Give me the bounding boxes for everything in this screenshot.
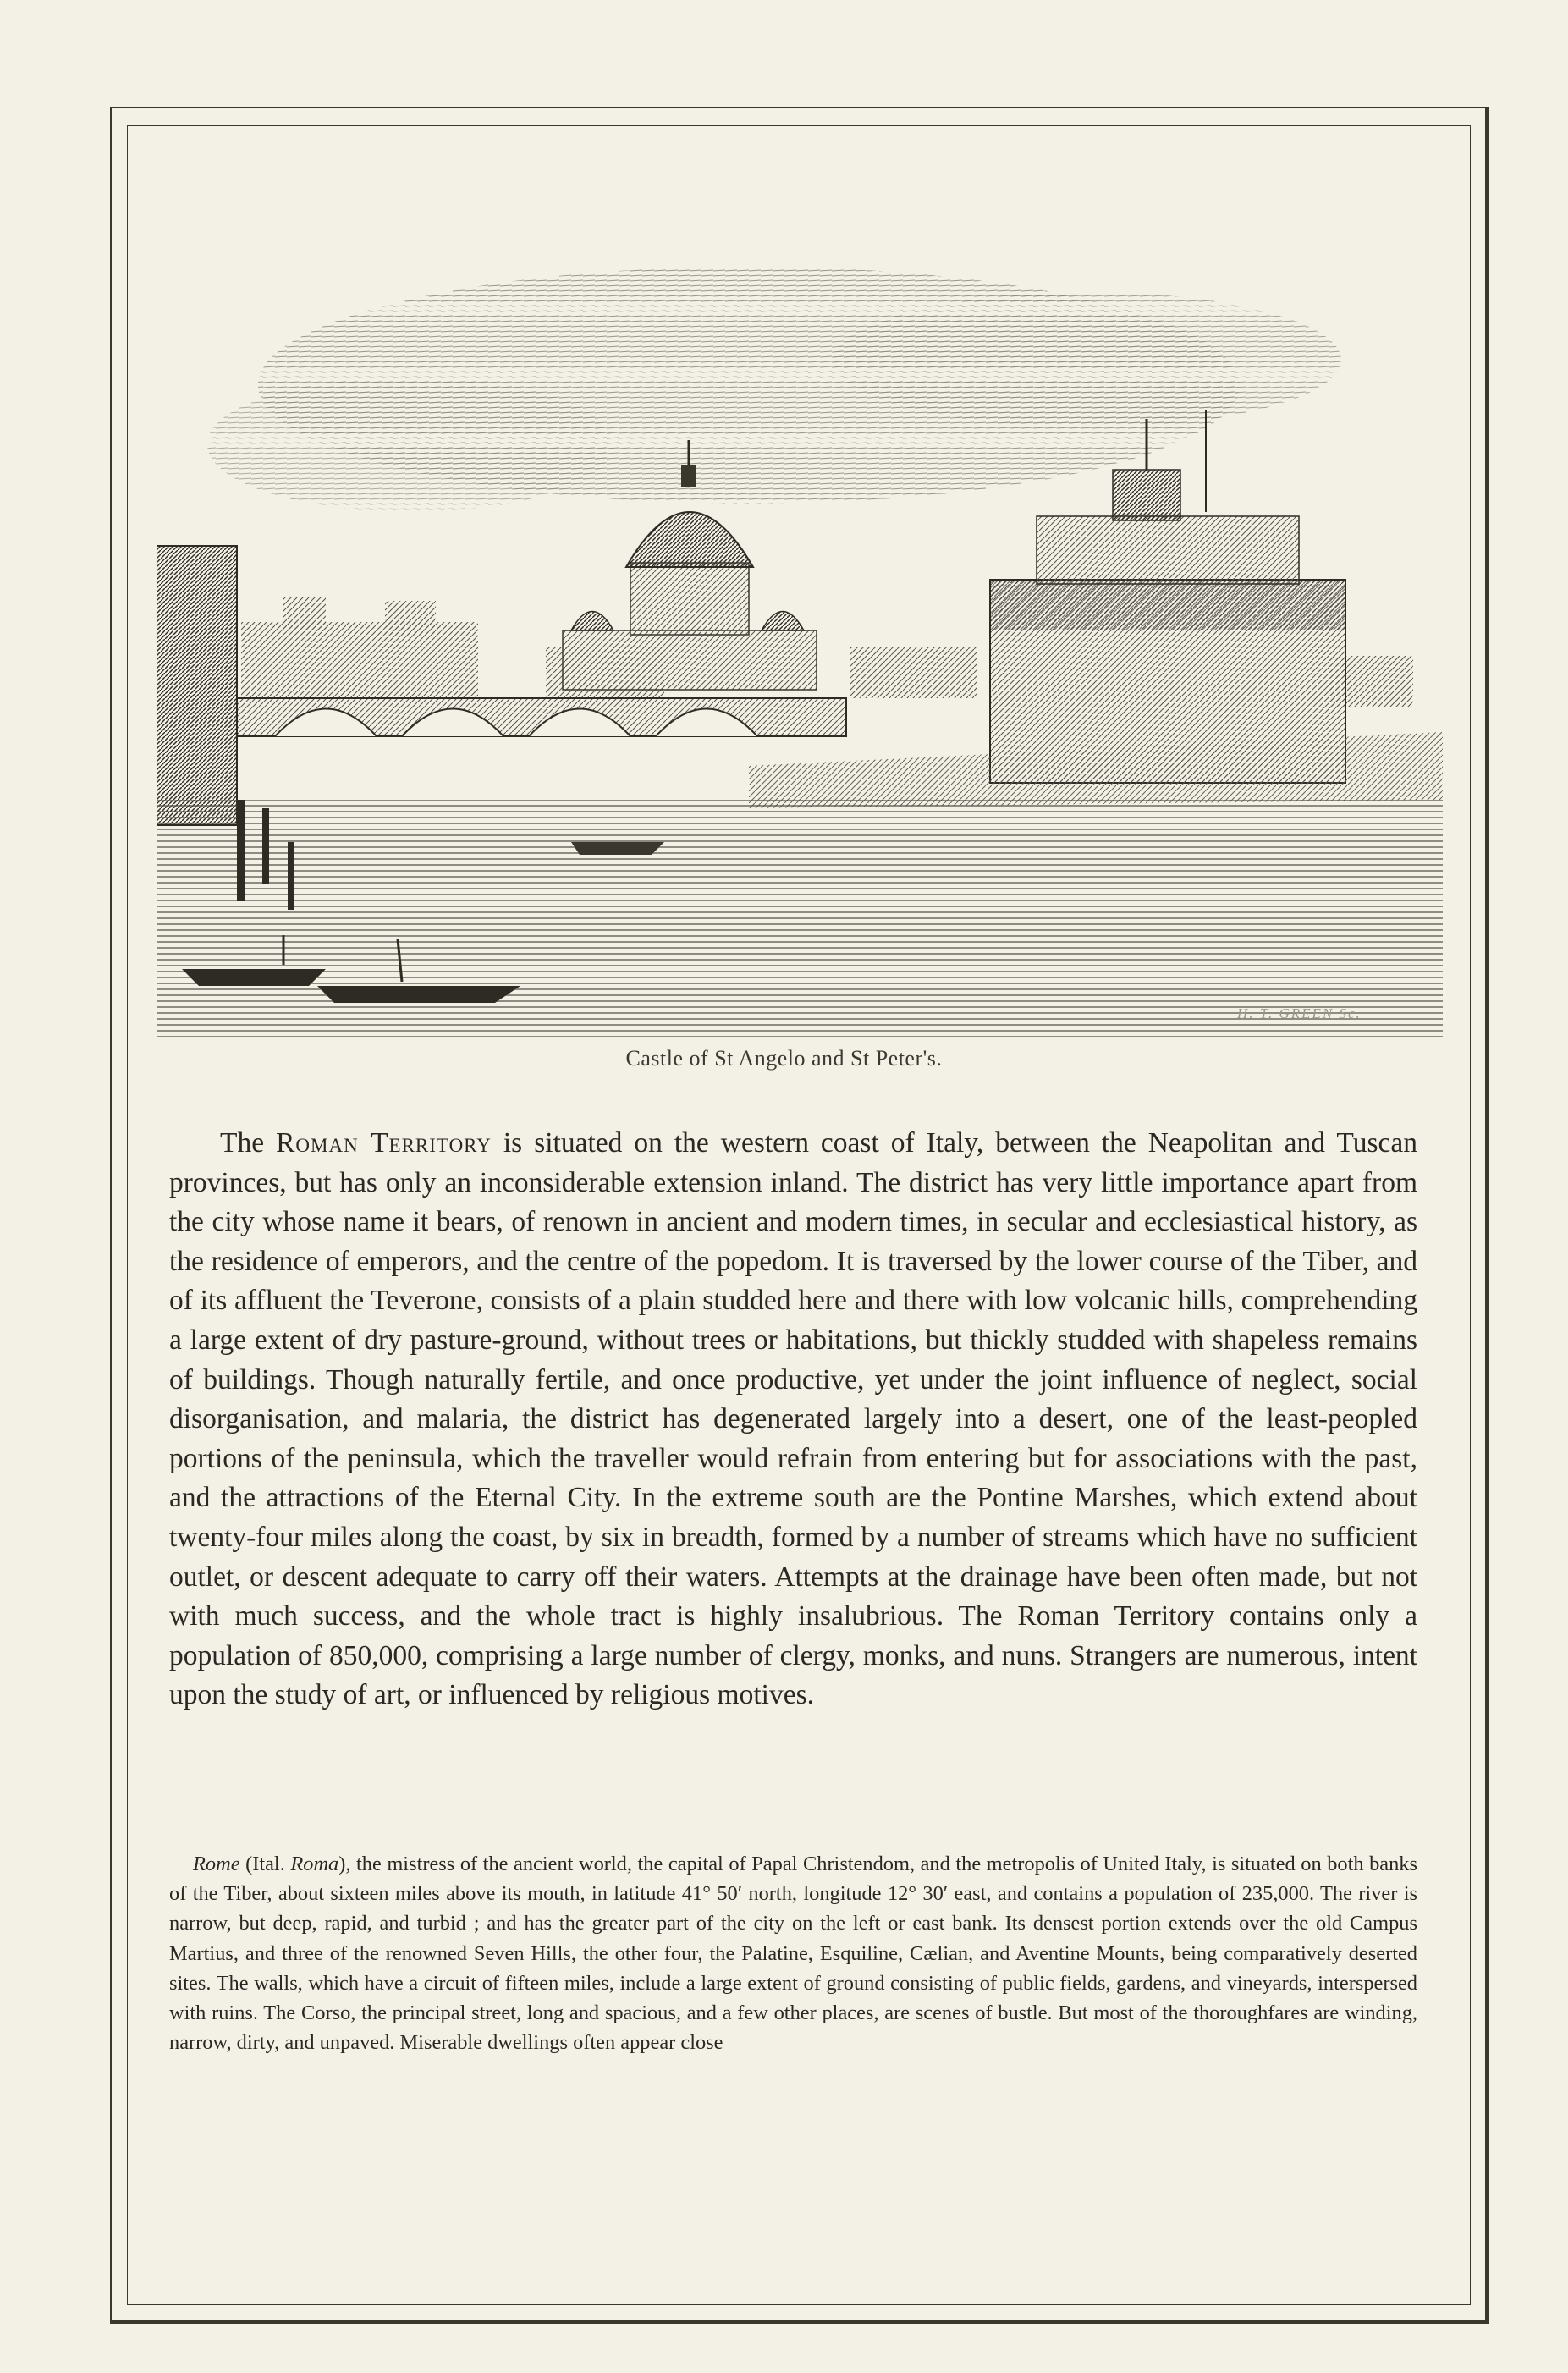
rome-paragraph-body: ), the mistress of the ancient world, the capital of Papal Christendom, and the metropolis of United Italy, is situated on both banks of the Tiber, about sixteen miles above its mouth, in latitude 41° 50′ north, longitude 12° 30′ east, and contains a population of 235,000. The river is narrow, but deep, rapid, and turbid ; and has the greater part of the city on the left or east bank. Its densest portion extends over the old Campus Martius, and three of the renowned Seven Hills, the other four, the Palatine, Esquiline, Cælian, and Aventine Mounts, being comparatively deserted sites. The walls, which have a circuit of fifteen miles, include a large extent of ground consisting of public fields, gardens, and vineyards, interspersed with ruins. The Corso, the principal street, long and spacious, and a few other places, are scenes of bustle. But most of the thoroughfares are winding, narrow, dirty, and unpaved. Miserable dwellings often appear close (169, 1853, 1417, 2055)
roma-term: Roma (290, 1853, 339, 1875)
main-paragraph-body: is situated on the western coast of Italy, between the Neapolitan and Tuscan provinces, but has only an inconsiderable extension inland. The district has very little importance apart from the city whose name it bears, of renown in ancient and modern times, in secular and ecclesiastical history, as the residence of emperors, and the centre of the popedom. It is traversed by the lower course of the Tiber, and of its affluent the Teverone, consists of a plain studded here and there with low volcanic hills, comprehending a large extent of dry pasture-ground, without trees or habitations, but thickly studded with shapeless remains of buildings. Though naturally fertile, and once productive, yet under the joint influence of neglect, social disorganisation, and malaria, the district has degenerated largely into a desert, one of the least-peopled portions of the peninsula, which the traveller would refrain from entering but for associations with the past, and the attractions of the Eternal City. In the extreme south are the Pontine Marshes, which extend about twenty-four miles along the coast, by six in breadth, formed by a number of streams which have no sufficient outlet, or descent adequate to carry off their waters. Attempts at the drainage have been often made, but not with much success, and the whole tract is highly insalubrious. The Roman Territory contains only a population of 850,000, comprising a large number of clergy, monks, and nuns. Strangers are numerous, intent upon the study of art, or influenced by religious motives. (169, 1127, 1417, 1711)
engraving-illustration (157, 258, 1443, 1037)
engraving-scene (157, 258, 1443, 1037)
rome-paragraph (169, 1849, 1417, 2057)
roman-territory-heading: Roman Territory (276, 1127, 492, 1159)
rome-paren-open: (Ital. (239, 1853, 291, 1875)
main-paragraph-lead: The (220, 1127, 277, 1159)
main-paragraph (169, 1124, 1417, 1715)
left-building (157, 546, 237, 825)
rome-term: Rome (193, 1853, 240, 1875)
illustration-caption: Castle of St Angelo and St Peter's. (625, 1046, 943, 1071)
engraver-signature: H. T. GREEN Sc. (1237, 1005, 1362, 1021)
sant-angelo-bridge (237, 698, 846, 736)
